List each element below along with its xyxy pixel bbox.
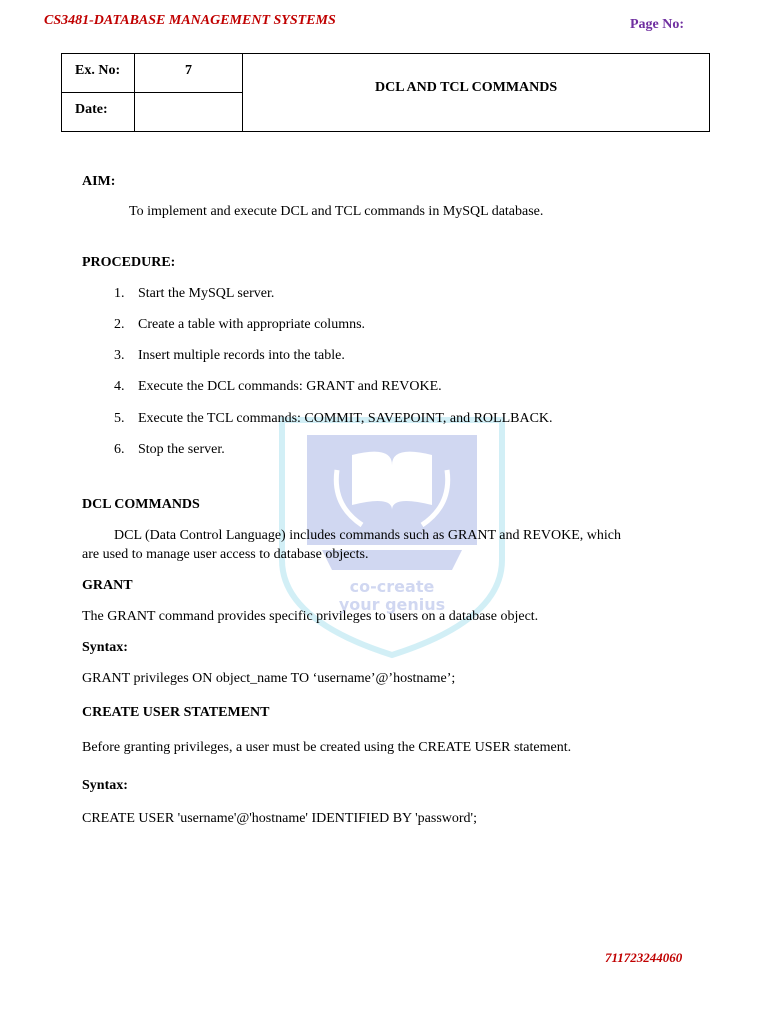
- procedure-step: Start the MySQL server.: [138, 286, 275, 301]
- step-number: 1.: [114, 286, 125, 301]
- dcl-intro-line: are used to manage user access to database objects.: [82, 547, 369, 562]
- create-user-syntax-label: Syntax:: [82, 778, 128, 793]
- dcl-heading: DCL COMMANDS: [82, 497, 200, 512]
- grant-heading: GRANT: [82, 578, 133, 593]
- step-number: 5.: [114, 411, 125, 426]
- aim-text: To implement and execute DCL and TCL commands in MySQL database.: [129, 204, 544, 219]
- procedure-step: Execute the DCL commands: GRANT and REVOKE.: [138, 379, 442, 394]
- page-number-label: Page No:: [630, 17, 685, 32]
- aim-heading: AIM:: [82, 174, 116, 189]
- register-number: 711723244060: [605, 950, 683, 965]
- grant-syntax: GRANT privileges ON object_name TO ‘username’@’hostname’;: [82, 671, 456, 686]
- step-number: 2.: [114, 317, 125, 332]
- procedure-step: Execute the TCL commands: COMMIT, SAVEPOINT, and ROLLBACK.: [138, 411, 553, 426]
- watermark-text: co-create: [349, 577, 435, 596]
- create-user-syntax: CREATE USER 'username'@'hostname' IDENTIFIED BY 'password';: [82, 811, 477, 826]
- dcl-intro-line: DCL (Data Control Language) includes commands such as GRANT and REVOKE, which: [114, 528, 622, 543]
- table-divider: [61, 92, 243, 93]
- date-label: Date:: [75, 102, 108, 117]
- grant-syntax-label: Syntax:: [82, 640, 128, 655]
- watermark-text: your genius: [338, 595, 446, 614]
- create-user-description: Before granting privileges, a user must be created using the CREATE USER statement.: [82, 740, 572, 755]
- ex-no-value: 7: [185, 63, 192, 78]
- grant-description: The GRANT command provides specific privileges to users on a database object.: [82, 609, 539, 624]
- course-title: CS3481-DATABASE MANAGEMENT SYSTEMS: [44, 13, 336, 28]
- ex-no-label: Ex. No:: [75, 63, 121, 78]
- create-user-heading: CREATE USER STATEMENT: [82, 705, 270, 720]
- procedure-step: Stop the server.: [138, 442, 225, 457]
- step-number: 3.: [114, 348, 125, 363]
- step-number: 4.: [114, 379, 125, 394]
- procedure-heading: PROCEDURE:: [82, 255, 176, 270]
- procedure-step: Insert multiple records into the table.: [138, 348, 345, 363]
- procedure-step: Create a table with appropriate columns.: [138, 317, 366, 332]
- experiment-title: DCL AND TCL COMMANDS: [375, 80, 558, 95]
- step-number: 6.: [114, 442, 125, 457]
